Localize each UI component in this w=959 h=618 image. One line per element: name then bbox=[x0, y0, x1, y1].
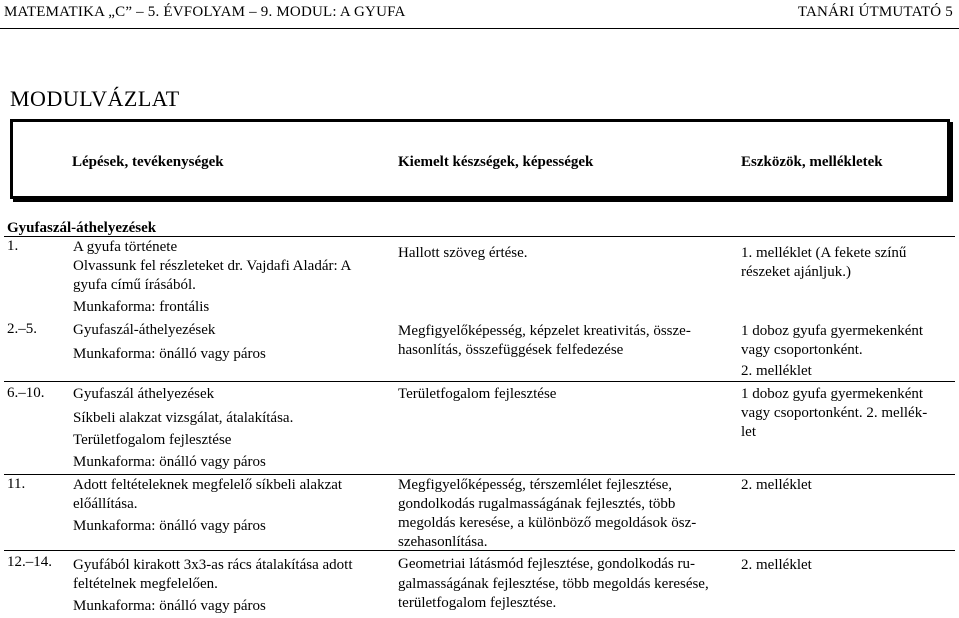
activity-line: Síkbeli alakzat vizsgálat, átalakítása. bbox=[73, 410, 294, 426]
activity-line: feltételnek megfelelően. bbox=[73, 576, 218, 592]
skills-line: Hallott szöveg értése. bbox=[398, 245, 528, 261]
column-header-skills: Kiemelt készségek, képességek bbox=[398, 154, 594, 170]
tools-line: vagy csoportonként. 2. mellék- bbox=[741, 405, 928, 421]
work-form: Munkaforma: önálló vagy páros bbox=[73, 454, 266, 470]
row-divider bbox=[4, 474, 955, 475]
page-title: MODULVÁZLAT bbox=[10, 86, 180, 111]
skills-line: területfogalom fejlesztése. bbox=[398, 595, 557, 611]
skills-line: gondolkodás rugalmasságának fejlesztés, több bbox=[398, 496, 676, 512]
tools-line: 2. melléklet bbox=[741, 363, 812, 379]
tools-line: részeket ajánljuk.) bbox=[741, 264, 851, 280]
skills-line: szehasonlítása. bbox=[398, 534, 488, 550]
activity-line: Gyufaszál áthelyezések bbox=[73, 386, 215, 402]
running-header-left: MATEMATIKA „C” – 5. ÉVFOLYAM – 9. MODUL: A GYUFA bbox=[4, 4, 406, 20]
tools-line: 2. melléklet bbox=[741, 477, 812, 493]
column-header-activities: Lépések, tevékenységek bbox=[72, 154, 224, 170]
work-form: Munkaforma: önálló vagy páros bbox=[73, 598, 266, 614]
activity-line: Adott feltételeknek megfelelő síkbeli alakzat bbox=[73, 477, 343, 493]
row-number: 12.–14. bbox=[7, 554, 52, 570]
row-divider bbox=[4, 381, 955, 382]
section-divider bbox=[4, 236, 955, 237]
activity-line: Gyufaszál-áthelyezések bbox=[73, 322, 216, 338]
activity-line: Olvassunk fel részleteket dr. Vajdafi Aladár: A bbox=[73, 258, 352, 274]
skills-line: Megfigyelőképesség, térszemlélet fejlesztése, bbox=[398, 477, 673, 493]
tools-line: 1 doboz gyufa gyermekenként bbox=[741, 386, 924, 402]
tools-line: 2. melléklet bbox=[741, 557, 812, 573]
activity-line: A gyufa története bbox=[73, 239, 178, 255]
row-number: 1. bbox=[7, 238, 19, 254]
activity-line: előállítása. bbox=[73, 496, 138, 512]
row-number: 2.–5. bbox=[7, 321, 37, 337]
activity-line: Területfogalom fejlesztése bbox=[73, 432, 232, 448]
tools-line: 1 doboz gyufa gyermekenként bbox=[741, 323, 924, 339]
row-number: 6.–10. bbox=[7, 385, 45, 401]
skills-line: Megfigyelőképesség, képzelet kreativitás, össze- bbox=[398, 323, 691, 339]
column-header-tools: Eszközök, mellékletek bbox=[741, 154, 883, 170]
tools-line: 1. melléklet (A fekete színű bbox=[741, 245, 907, 261]
activity-line: gyufa című írásából. bbox=[73, 277, 196, 293]
tools-line: let bbox=[741, 424, 756, 440]
section-title: Gyufaszál-áthelyezések bbox=[7, 220, 157, 236]
work-form: Munkaforma: önálló vagy páros bbox=[73, 346, 266, 362]
header-divider bbox=[0, 28, 959, 29]
skills-line: galmasságának fejlesztése, több megoldás keresése, bbox=[398, 576, 709, 592]
skills-line: Geometriai látásmód fejlesztése, gondolkodás ru- bbox=[398, 556, 695, 572]
tools-line: vagy csoportonként. bbox=[741, 342, 863, 358]
skills-line: megoldás keresése, a különböző megoldások ösz- bbox=[398, 515, 697, 531]
activity-line: Gyufából kirakott 3x3-as rács átalakítása adott bbox=[73, 557, 353, 573]
row-number: 11. bbox=[7, 476, 26, 492]
work-form: Munkaforma: önálló vagy páros bbox=[73, 518, 266, 534]
work-form: Munkaforma: frontális bbox=[73, 299, 210, 315]
row-divider bbox=[4, 550, 955, 551]
skills-line: hasonlítás, összefüggések felfedezése bbox=[398, 342, 624, 358]
skills-line: Területfogalom fejlesztése bbox=[398, 386, 557, 402]
running-header-right: TANÁRI ÚTMUTATÓ 5 bbox=[797, 4, 953, 20]
